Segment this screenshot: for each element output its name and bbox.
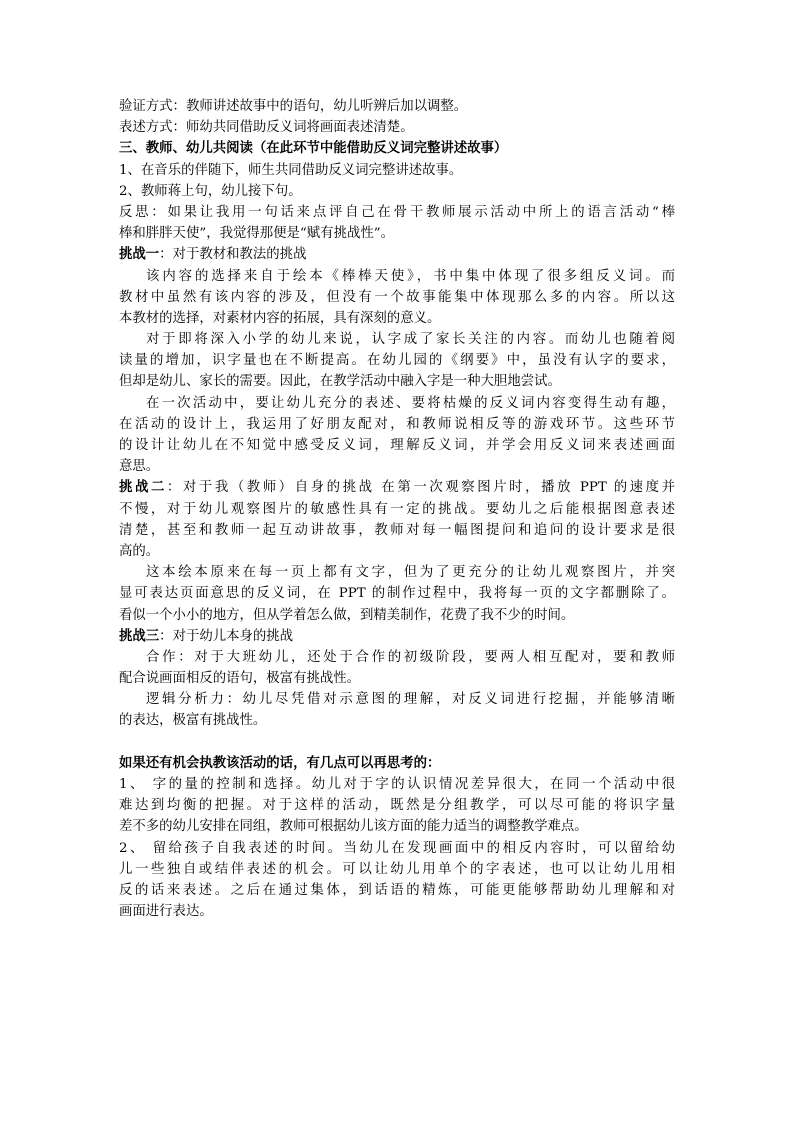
challenge-3-title: ：对于幼儿本身的挑战 <box>159 628 294 644</box>
paragraph-line: 的设计让幼儿在不知觉中感受反义词，理解反义词，并学会用反义词来表述画面 <box>119 438 675 453</box>
paragraph-line: 在一次活动中，要让幼儿充分的表述、要将枯燥的反义词内容变得生动有趣， <box>146 395 675 411</box>
challenge-2-label: 挑战二 <box>119 479 167 496</box>
paragraph-line: 在活动的设计上，我运用了好朋友配对，和教师说相反等的游戏环节。这些环节 <box>119 416 675 432</box>
section-3-item-1: 1、在音乐的伴随下，师生共同借助反义词完整讲述故事。 <box>119 162 463 178</box>
reflection-line: 反思：如果让我用一句话来点评自己在骨干教师展示活动中所上的语言活动“棒 <box>119 204 675 220</box>
paragraph-line: 读量的增加，识字量也在不断提高。在幼儿园的《纲要》中，虽没有认字的要求， <box>119 353 675 369</box>
paragraph-line: 合作：对于大班幼儿，还处于合作的初级阶段，要两人相互配对，要和教师 <box>146 649 675 665</box>
challenge-3-heading <box>119 626 675 647</box>
paragraph-line: 清楚，甚至和教师一起互动讲故事，教师对每一幅图提问和追问的设计要求是很 <box>119 522 675 538</box>
section-3-item-2: 2、教师蒋上句，幼儿接下句。 <box>119 183 302 199</box>
paragraph-line: 意思。 <box>119 459 160 475</box>
paragraph-line: 1、 字的量的控制和选择。幼儿对于字的认识情况差异很大，在同一个活动中很 <box>119 777 675 792</box>
blank-line <box>119 732 675 753</box>
paragraph-line: 儿一些独自或结伴表述的机会。可以让幼儿用单个的字表述，也可以让幼儿用相 <box>119 861 675 877</box>
paragraph-line: 但却是幼儿、家长的需要。因此，在教学活动中融入字是一种大胆地尝试。 <box>119 374 561 390</box>
paragraph-line: 画面进行表达。 <box>119 904 213 920</box>
paragraph-line: 本教材的选择，对素材内容的拓展，具有深刻的意义。 <box>119 310 441 326</box>
paragraph-line: 配合说画面相反的语句，极富有挑战性。 <box>119 671 361 687</box>
challenge-1-title: ：对于教材和教法的挑战 <box>159 247 307 263</box>
paragraph-line: 逻辑分析力：幼儿尽凭借对示意图的理解，对反义词进行挖掘，并能够清晰 <box>146 692 675 708</box>
challenge-2-heading <box>119 477 675 498</box>
paragraph-line: 2、 留给孩子自我表述的时间。当幼儿在发现画面中的相反内容时，可以留给幼 <box>119 840 675 856</box>
paragraph-line: 反的话来表述。之后在通过集体，到话语的精炼，可能更能够帮助幼儿理解和对 <box>119 882 675 898</box>
paragraph-line: 教材中虽然有该内容的涉及，但没有一个故事能集中体现那么多的内容。所以这 <box>119 289 675 305</box>
paragraph-line: 显可表达页面意思的反义词，在 PPT 的制作过程中，我将每一页的文字都删除了。 <box>119 586 675 602</box>
challenge-3-label: 挑战三 <box>119 627 160 644</box>
challenge-1-label: 挑战一 <box>119 246 160 263</box>
express-method-line: 表述方式：师幼共同借助反义词将画面表述清楚。 <box>119 120 414 136</box>
reflection-line: 棒和胖胖天使”，我觉得那便是“赋有挑战性”。 <box>119 226 394 242</box>
challenge-1-heading <box>119 244 675 265</box>
paragraph-line: 看似一个小小的地方，但从学着怎么做，到精美制作，花费了我不少的时间。 <box>119 607 575 623</box>
challenge-2-title: ：对于我（教师）自身的挑战 在第一次观察图片时，播放 PPT 的速度并 <box>166 480 675 496</box>
paragraph-line: 的表达，极富有挑战性。 <box>119 713 267 729</box>
rethink-heading: 如果还有机会执教该活动的话，有几点可以再思考的： <box>119 754 441 771</box>
paragraph-line: 高的。 <box>119 543 160 559</box>
verify-method-line: 验证方式：教师讲述故事中的语句，幼儿听辨后加以调整。 <box>119 99 468 114</box>
paragraph-line: 难达到均衡的把握。对于这样的活动，既然是分组教学，可以尽可能的将识字量 <box>119 798 675 814</box>
paragraph-line: 该内容的选择来自于绘本《棒棒天使》，书中集中体现了很多组反义词。而 <box>146 268 675 284</box>
paragraph-line: 差不多的幼儿安排在同组，教师可根据幼儿该方面的能力适当的调整教学难点。 <box>119 819 588 835</box>
paragraph-line: 这本绘本原来在每一页上都有文字，但为了更充分的让幼儿观察图片，并突 <box>146 565 675 581</box>
paragraph-line: 对于即将深入小学的幼儿来说，认字成了家长关注的内容。而幼儿也随着阅 <box>146 332 675 348</box>
section-3-heading: 三、教师、幼儿共阅读（在此环节中能借助反义词完整讲述故事） <box>119 140 508 157</box>
paragraph-line: 不慢，对于幼儿观察图片的敏感性具有一定的挑战。要幼儿之后能根据图意表述 <box>119 501 675 517</box>
document-page <box>119 96 675 922</box>
